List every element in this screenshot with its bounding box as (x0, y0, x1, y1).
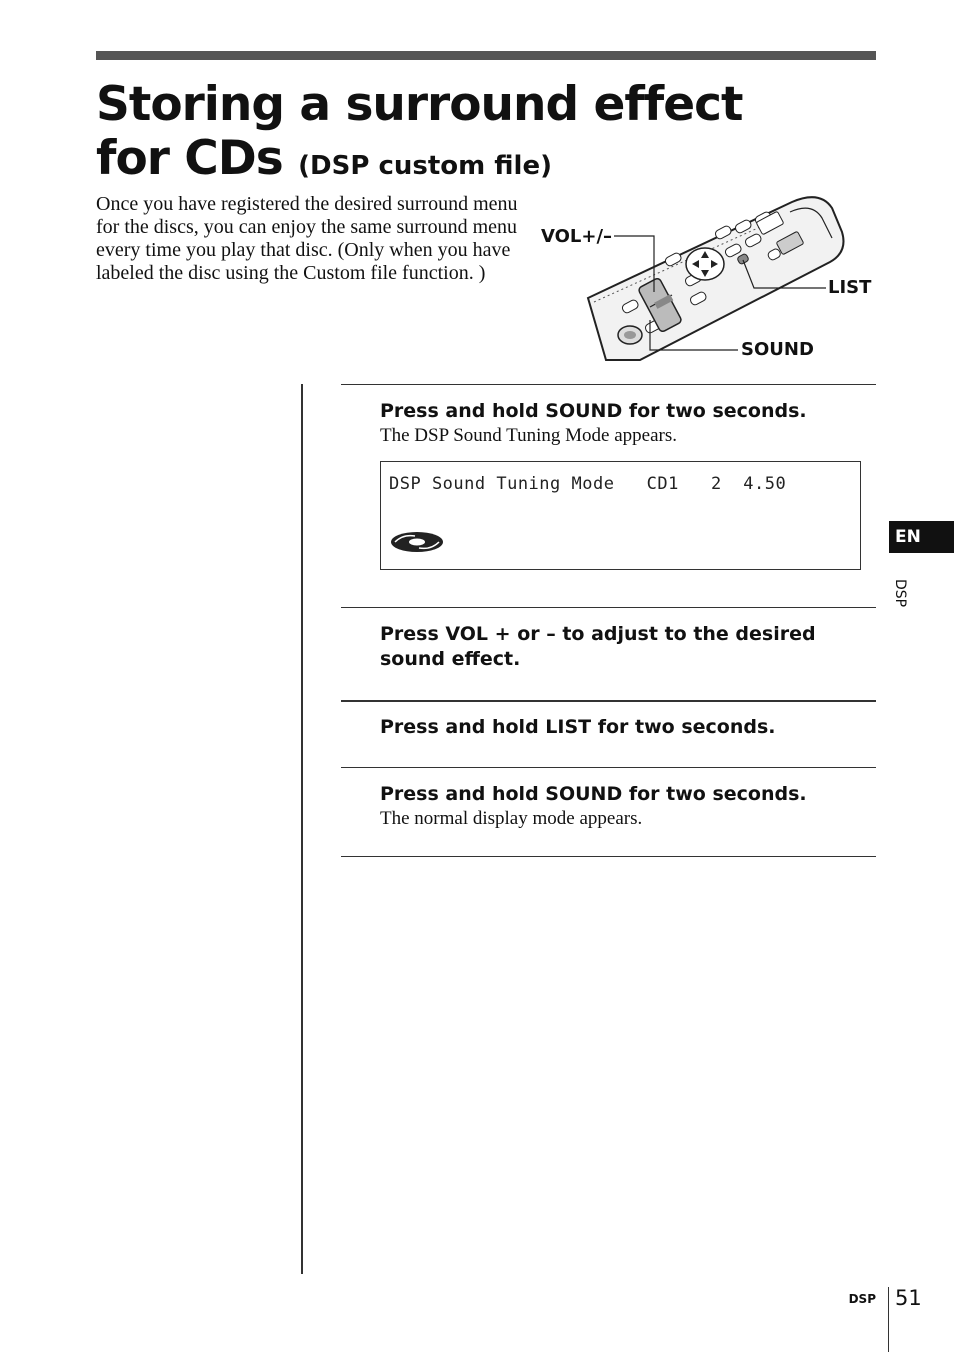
step-divider (341, 767, 876, 768)
step-2 (380, 622, 850, 672)
step-divider (341, 856, 876, 857)
column-divider (301, 384, 303, 1274)
intro-paragraph: Once you have registered the desired surround menu for the discs, you can enjoy the same surround menu every time you play that disc. (Only when you have labeled the disc using the Custom file function. ) (96, 193, 518, 284)
remote-control-icon (588, 197, 844, 360)
step-divider (341, 700, 876, 702)
step-4 (380, 782, 850, 831)
footer-divider (888, 1287, 889, 1352)
page-title (96, 78, 742, 193)
step-divider (341, 607, 876, 608)
step-note: The DSP Sound Tuning Mode appears. (380, 425, 677, 446)
lcd-display-text: DSP Sound Tuning Mode CD1 2 4.50 (389, 474, 787, 494)
step-title: Press and hold LIST for two seconds. (380, 716, 776, 738)
title-line-2: for CDs (96, 131, 283, 186)
step-3 (380, 715, 850, 740)
callout-sound: SOUND (741, 339, 814, 360)
section-side-label: DSP (892, 579, 908, 608)
step-divider (341, 384, 876, 385)
callout-vol: VOL+/– (541, 226, 613, 247)
remote-control-illustration (530, 190, 870, 365)
step-title: Press and hold SOUND for two seconds. (380, 783, 807, 805)
language-tab: EN (889, 521, 954, 553)
step-1 (380, 399, 850, 448)
step-title: Press VOL + or – to adjust to the desired sound effect. (380, 623, 816, 670)
lcd-display (380, 461, 861, 570)
top-rule (96, 51, 876, 60)
title-line-1: Storing a surround effect (96, 77, 743, 132)
step-title: Press and hold SOUND for two seconds. (380, 400, 807, 422)
title-subtitle: (DSP custom file) (298, 151, 552, 181)
footer-section-label: DSP (848, 1292, 876, 1306)
cd-disc-icon (389, 530, 445, 554)
callout-list: LIST (828, 277, 872, 298)
page-number: 51 (895, 1286, 922, 1310)
step-note: The normal display mode appears. (380, 808, 643, 829)
